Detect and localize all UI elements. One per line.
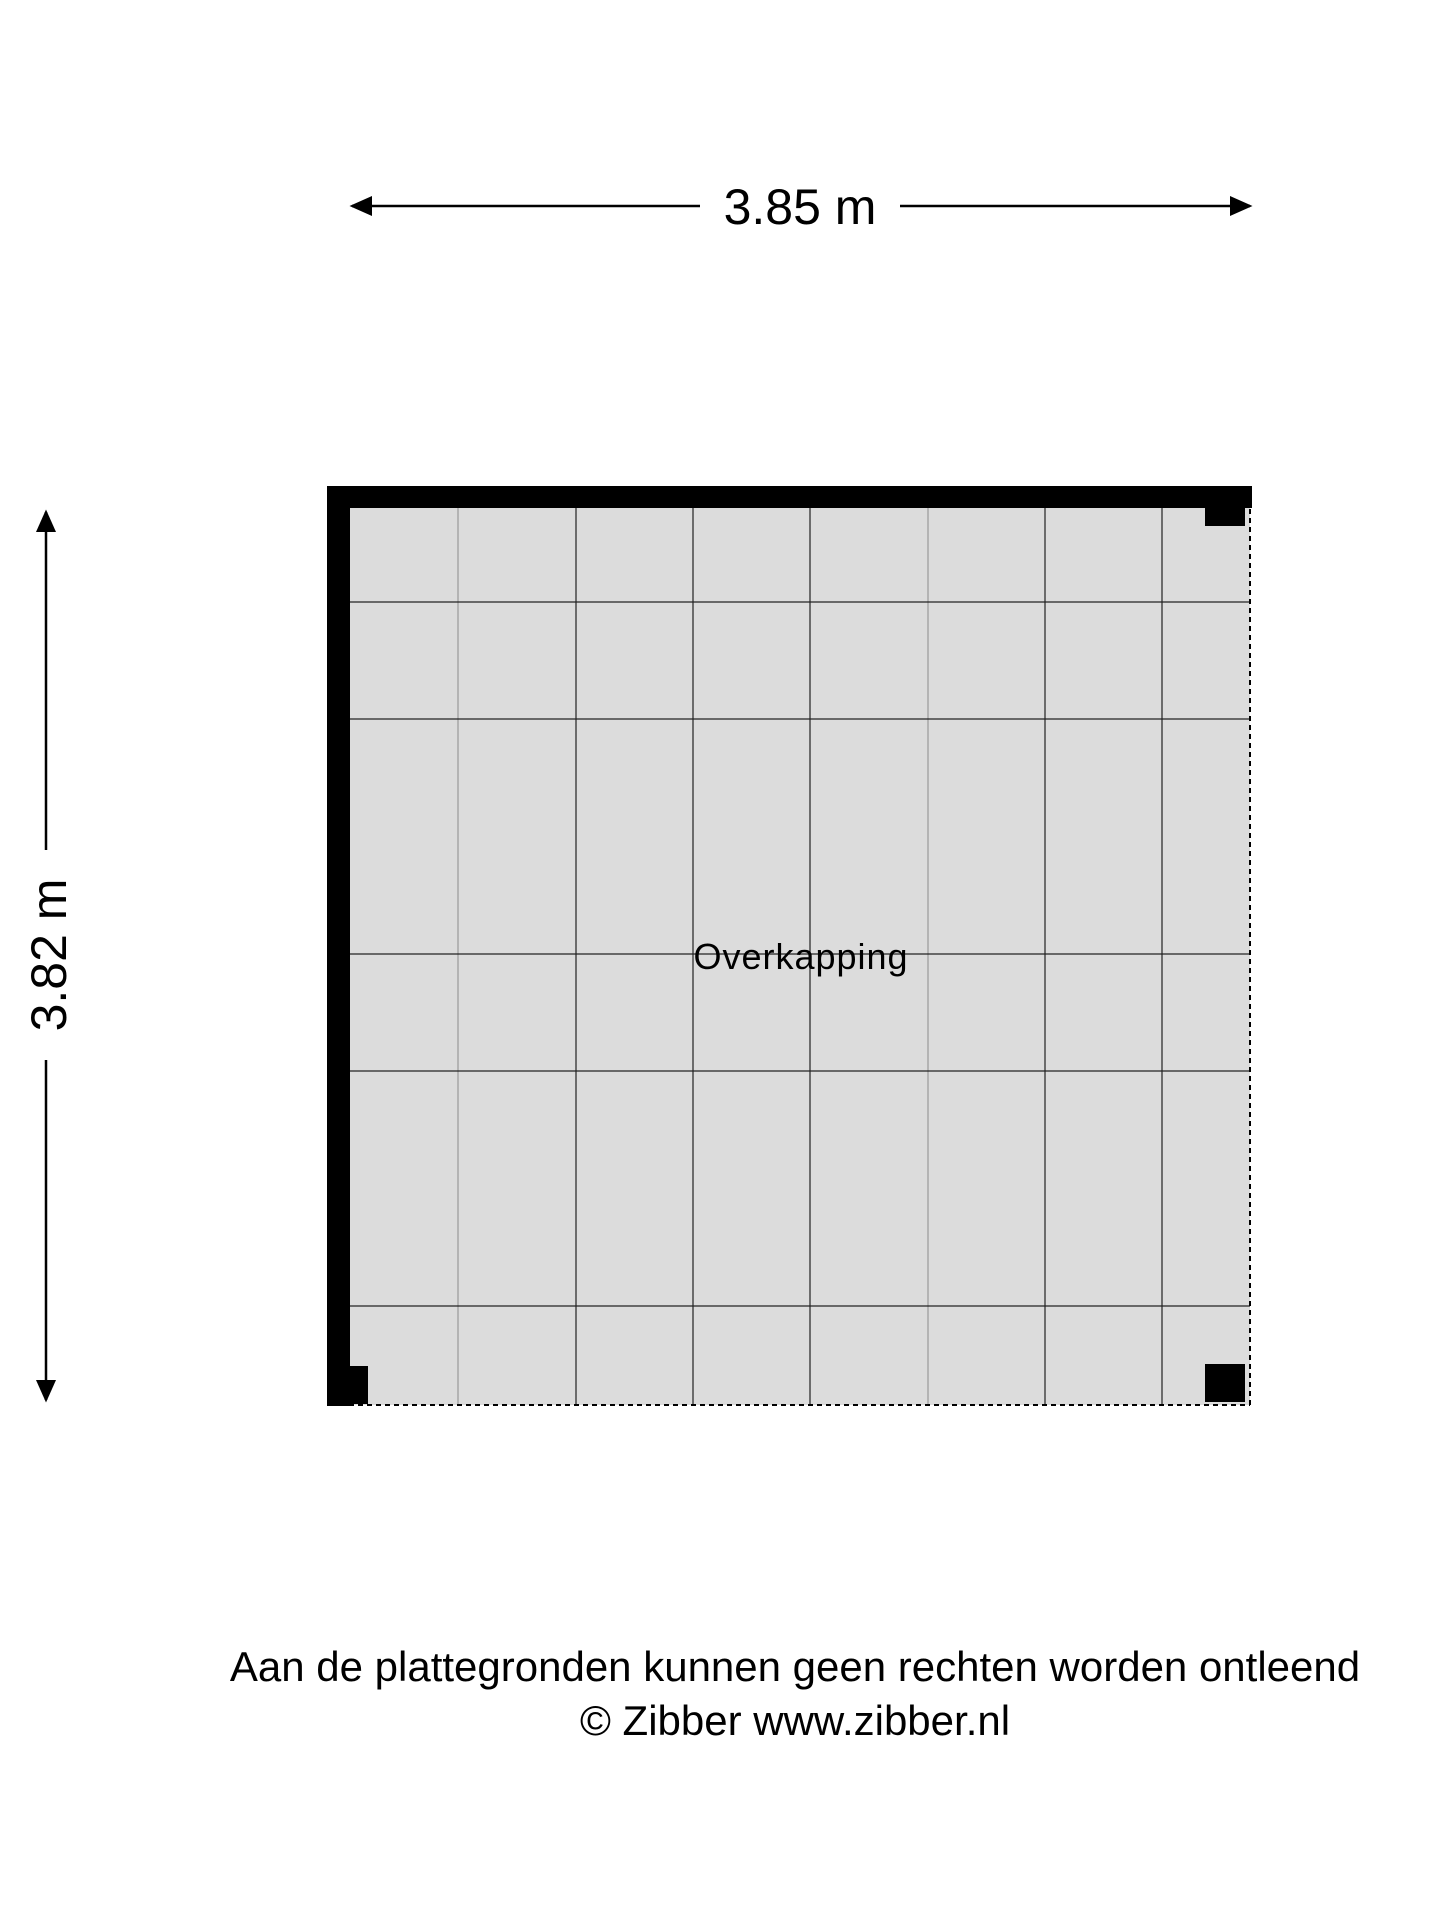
width-dimension	[352, 179, 1250, 235]
footer	[0, 1640, 1440, 1748]
post-bottom-right	[1205, 1364, 1245, 1402]
post-top-right	[1205, 488, 1245, 526]
width-label: 3.85 m	[723, 179, 877, 235]
post-bottom-left	[330, 1366, 368, 1404]
height-label: 3.82 m	[21, 878, 77, 1032]
wall-left	[327, 486, 350, 1406]
copyright-text: © Zibber www.zibber.nl	[579, 1697, 1011, 1744]
room-label: Overkapping	[693, 936, 909, 977]
disclaimer-text: Aan de plattegronden kunnen geen rechten worden ontleend	[229, 1643, 1361, 1690]
wall-top	[327, 486, 1252, 508]
height-dimension	[21, 512, 77, 1400]
